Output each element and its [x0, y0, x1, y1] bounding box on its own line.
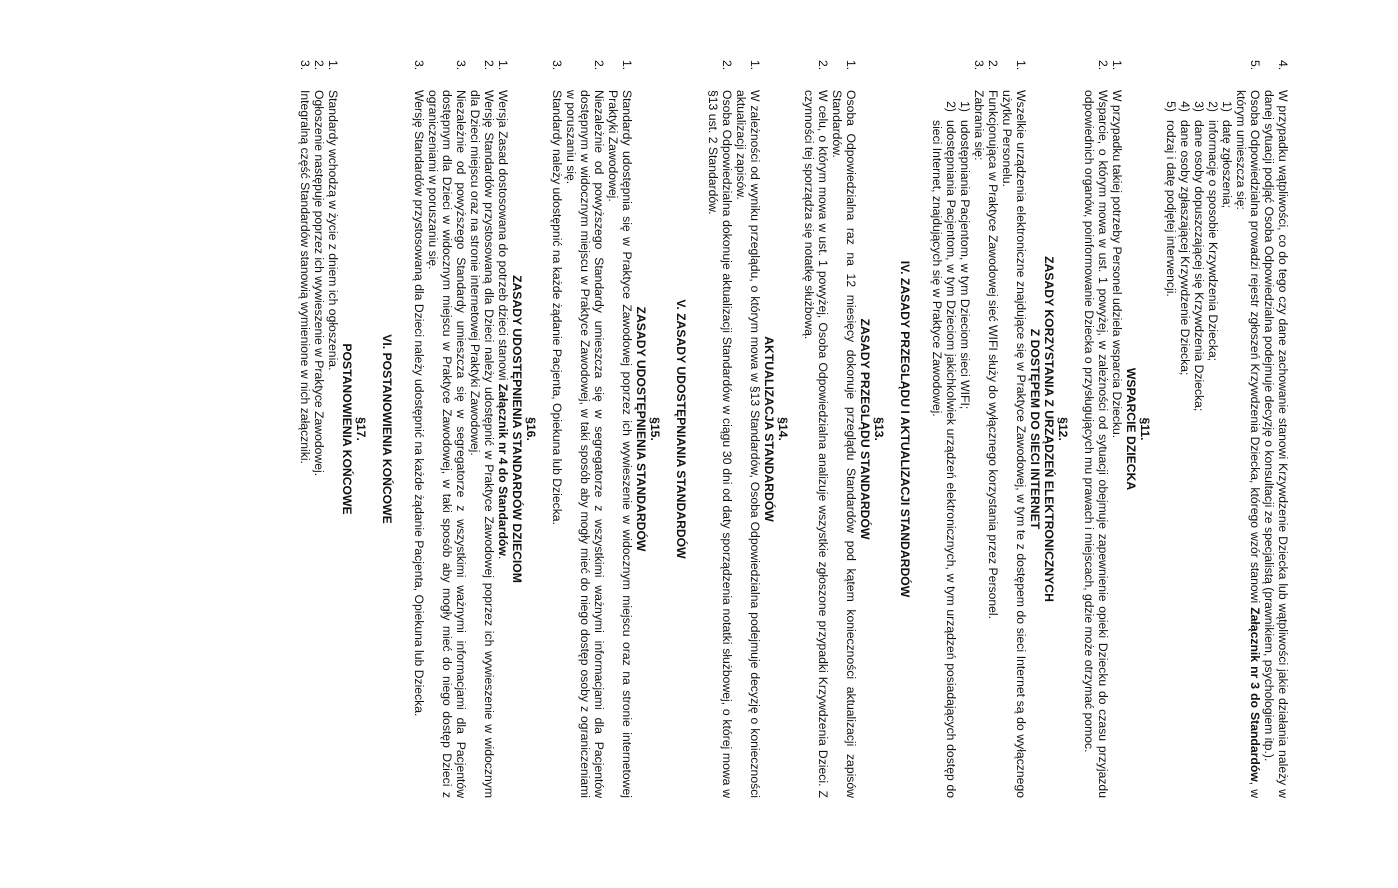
item-number: 3. — [972, 60, 986, 71]
subitem-text: datę zgłoszenia; — [1220, 120, 1234, 209]
item-text: Zabrania się: — [972, 90, 986, 161]
item-text: Osoba Odpowiedzialna raz na 12 miesięcy dokonuje przeglądu Standardów pod kątem konieczności aktualizacji zapisów Standardów. — [830, 90, 858, 798]
list-item — [1234, 60, 1262, 798]
section-title: POSTANOWIENIA KOŃCOWE — [340, 343, 354, 515]
subitem-text: udostępniania Pacjentom, w tym Dzieciom jakichkolwiek urządzeń elektronicznych, w tym urządzeń posiadających dostęp do sieci Internet, znajdujących się w Praktyce Zawodowej. — [930, 120, 958, 798]
item-text: Wszelkie urządzenia elektroniczne znajdujące się w Praktyce Zawodowej, w tym te z dostępem do sieci Internet są do wyłącznego użytku Personelu. — [1000, 90, 1028, 798]
list-item — [1000, 60, 1028, 798]
item-text — [1234, 90, 1262, 798]
item-number: 1. — [1110, 60, 1124, 71]
subitem-number: 1) — [1220, 101, 1234, 112]
list-item — [496, 60, 510, 798]
list-item — [606, 60, 634, 798]
subitem-text: informację o sposobie Krzywdzenia Dziecka; — [1206, 120, 1220, 362]
section-number: §11. — [1138, 417, 1152, 441]
item-number: 2. — [592, 60, 606, 71]
item-number: 1. — [844, 60, 858, 71]
list-item — [1110, 60, 1124, 798]
item-text-end: . — [496, 555, 510, 560]
section-13 — [802, 60, 886, 798]
item-number: 1. — [620, 60, 634, 71]
chapter-heading: V. ZASADY UDOSTĘPNIANIA STANDARDÓW — [674, 299, 688, 559]
item-text: Wersję Standardów przystosowaną dla Dzieci należy udostępnić na każde żądanie Pacjenta, Opiekuna lub Dziecka. — [412, 90, 426, 717]
section-title: ZASADY PRZEGLĄDU STANDARDÓW — [858, 318, 872, 540]
item-number: 3. — [412, 60, 426, 71]
document-page — [298, 60, 1290, 798]
item-text: W celu, o którym mowa w ust. 1 powyżej, Osoba Odpowiedzialna analizuje wszystkie zgłoszone przypadki Krzywdzenia Dzieci. Z czynności tej sporządza się notatkę służbową. — [802, 90, 830, 798]
sub-list-item — [1206, 90, 1220, 798]
section-number: §12. — [1056, 417, 1070, 441]
item-text: Funkcjonująca w Praktyce Zawodowej sieć WIFI służy do wyłącznego korzystania przez Personel. — [986, 90, 1000, 620]
item-text-end: , w którym umieszcza się: — [1234, 90, 1262, 798]
attachment-reference: Załącznik nr 4 do Standardów — [496, 383, 510, 556]
section-16 — [412, 60, 538, 798]
section-title: ZASADY UDOSTĘPNIENIA STANDARDÓW DZIECIOM — [510, 275, 524, 583]
item-text-start: Wersja Zasad dostosowana do potrzeb dzieci stanowi — [496, 90, 510, 384]
list-item — [706, 60, 734, 798]
section-title: ZASADY KORZYSTANIA Z URZĄDZEŃ ELEKTRONICZNYCH — [1042, 256, 1056, 602]
section-number: §14. — [776, 417, 790, 441]
item-number: 5. — [1248, 60, 1262, 71]
section-17 — [298, 60, 368, 798]
item-text — [496, 90, 510, 798]
item-number: 2. — [1096, 60, 1110, 71]
section-title: AKTUALIZACJA STANDARDÓW — [762, 336, 776, 522]
item-number: 4. — [1276, 60, 1290, 71]
sub-list-item — [930, 90, 958, 798]
item-number: 1. — [326, 60, 340, 71]
list-item — [564, 60, 606, 798]
sub-list-item — [1192, 90, 1206, 798]
item-text: Osoba Odpowiedzialna dokonuje aktualizacji Standardów w ciągu 30 dni od daty sporządzenia notatki służbowej, o której mowa w §13 ust. 2 Standardów. — [706, 90, 734, 798]
section-15 — [550, 60, 662, 798]
item-text-start: Osoba Odpowiedzialna prowadzi rejestr zgłoszeń Krzywdzenia Dziecka, którego wzór stanowi — [1248, 90, 1262, 608]
sub-list-item — [1220, 90, 1234, 798]
list-item — [550, 60, 564, 798]
item-text: Wsparcie, o którym mowa w ust. 1 powyżej, w zależności od sytuacji obejmuje zapewnienie opieki Dziecku do czasu przyjazdu odpowiednich organów, poinformowanie Dziecka o przysługujących mu prawach i miejscach, gdzie może otrzymać pomoc. — [1082, 90, 1110, 798]
chapter-heading: IV. ZASADY PRZEGLĄDU I AKTUALIZACJI STANDARDÓW — [898, 260, 912, 598]
item-text: Standardy należy udostępnić na każde żądanie Pacjenta, Opiekuna lub Dziecka. — [550, 90, 564, 525]
list-item — [326, 60, 340, 798]
item-number: 2. — [312, 60, 326, 71]
item-text: Niezależnie od powyższego Standardy umieszcza się w segregatorze z wszystkimi ważnymi informacjami dla Pacjentów dostępnym dla Dzieci w widocznym miejscu w Praktyce Zawodowej, w taki sposób aby mogły mieć do niego dostęp Dzieci z ograniczeniami w poruszaniu się. — [426, 90, 468, 798]
list-item — [312, 60, 326, 798]
item-text: Standardy wchodzą w życie z dniem ich ogłoszenia. — [326, 90, 340, 371]
list-item — [426, 60, 468, 798]
subitem-number: 5) — [1164, 101, 1178, 112]
section-number: §16. — [524, 417, 538, 441]
item-text: Ogłoszenie następuje poprzez ich wywieszenie w Praktyce Zawodowej. — [312, 90, 326, 477]
subitem-text: dane osoby dopuszczającej się Krzywdzenia Dziecka; — [1192, 120, 1206, 412]
item-number: 1. — [1014, 60, 1028, 71]
section-title: ZASADY UDOSTĘPNIENIA STANDARDÓW — [634, 306, 648, 552]
section-12 — [930, 60, 1070, 798]
subitem-number: 3) — [1192, 101, 1206, 112]
item-number: 2. — [720, 60, 734, 71]
list-item — [830, 60, 858, 798]
list-item — [986, 60, 1000, 798]
item-text: W zależności od wyniku przeglądu, o którym mowa w §13 Standardów, Osoba Odpowiedzialna podejmuje decyzję o konieczności aktualizacji zapisów. — [734, 90, 762, 798]
item-text: Standardy udostępnia się w Praktyce Zawodowej poprzez ich wywieszenie w widocznym miejscu oraz na stronie internetowej Praktyki Zawodowej. — [606, 90, 634, 798]
item-number: 2. — [482, 60, 496, 71]
section-11 — [1082, 60, 1152, 798]
sub-list-item — [958, 90, 972, 798]
item-text: Niezależnie od powyższego Standardy umieszcza się w segregatorze z wszystkimi ważnymi informacjami dla Pacjentów dostępnym w widocznym miejscu w Praktyce Zawodowej, w taki sposób aby mogły mieć do niego dostęp osoby z ograniczeniami w poruszaniu się. — [564, 90, 606, 798]
item-number: 2. — [986, 60, 1000, 71]
list-item — [1262, 60, 1290, 798]
item-text: W przypadku wątpliwości, co do tego czy dane zachowanie stanowi Krzywdzenie Dziecka lub wątpliwości jakie działania należy w danej sytuacji podjąć Osoba Odpowiedzialna podejmuje decyzję o konsultacji ze specjalistą (prawnikiem, psychologiem itp.). — [1262, 90, 1290, 798]
section-number: §13. — [872, 417, 886, 441]
item-number: 3. — [298, 60, 312, 71]
intro-section — [1164, 60, 1290, 798]
item-number: 1. — [496, 60, 510, 71]
section-title: WSPARCIE DZIECKA — [1124, 367, 1138, 491]
list-item — [1082, 60, 1110, 798]
section-number: §15. — [648, 417, 662, 441]
subitem-text: dane osoby zgłaszającej Krzywdzenie Dziecka; — [1178, 120, 1192, 376]
list-item — [972, 60, 986, 798]
subitem-number: 2) — [944, 101, 958, 112]
section-title-line-2: Z DOSTĘPEM DO SIECI INTERNET — [1028, 328, 1042, 530]
subitem-text: rodzaj i datę podjętej interwencji. — [1164, 120, 1178, 297]
subitem-text: udostępniania Pacjentom, w tym Dzieciom sieci WIFI; — [958, 120, 972, 410]
section-number: §17. — [354, 417, 368, 441]
sub-list-item — [1178, 90, 1192, 798]
subitem-number: 1) — [958, 101, 972, 112]
list-item — [412, 60, 426, 798]
chapter-heading: VI. POSTANOWIENIA KOŃCOWE — [380, 334, 394, 524]
item-text: Wersję Standardów przystosowaną dla Dzieci należy udostępnić w Praktyce Zawodowej poprzez ich wywieszenie w widocznym dla Dzieci miejscu oraz na stronie internetowej Praktyki Zawodowej. — [468, 90, 496, 798]
list-item — [734, 60, 762, 798]
subitem-number: 4) — [1178, 101, 1192, 112]
item-number: 1. — [748, 60, 762, 71]
list-item — [802, 60, 830, 798]
subitem-number: 2) — [1206, 101, 1220, 112]
sub-list-item — [1164, 90, 1178, 798]
list-item — [298, 60, 312, 798]
item-text: W przypadku takiej potrzeby Personel udziela wsparcia Dziecku. — [1110, 90, 1124, 439]
item-number: 2. — [816, 60, 830, 71]
item-text: Integralną część Standardów stanowią wymienione w nich załączniki. — [298, 90, 312, 464]
list-item — [468, 60, 496, 798]
section-14 — [706, 60, 790, 798]
item-number: 3. — [550, 60, 564, 71]
item-number: 3. — [454, 60, 468, 71]
attachment-reference: Załącznik nr 3 do Standardów — [1248, 607, 1262, 782]
